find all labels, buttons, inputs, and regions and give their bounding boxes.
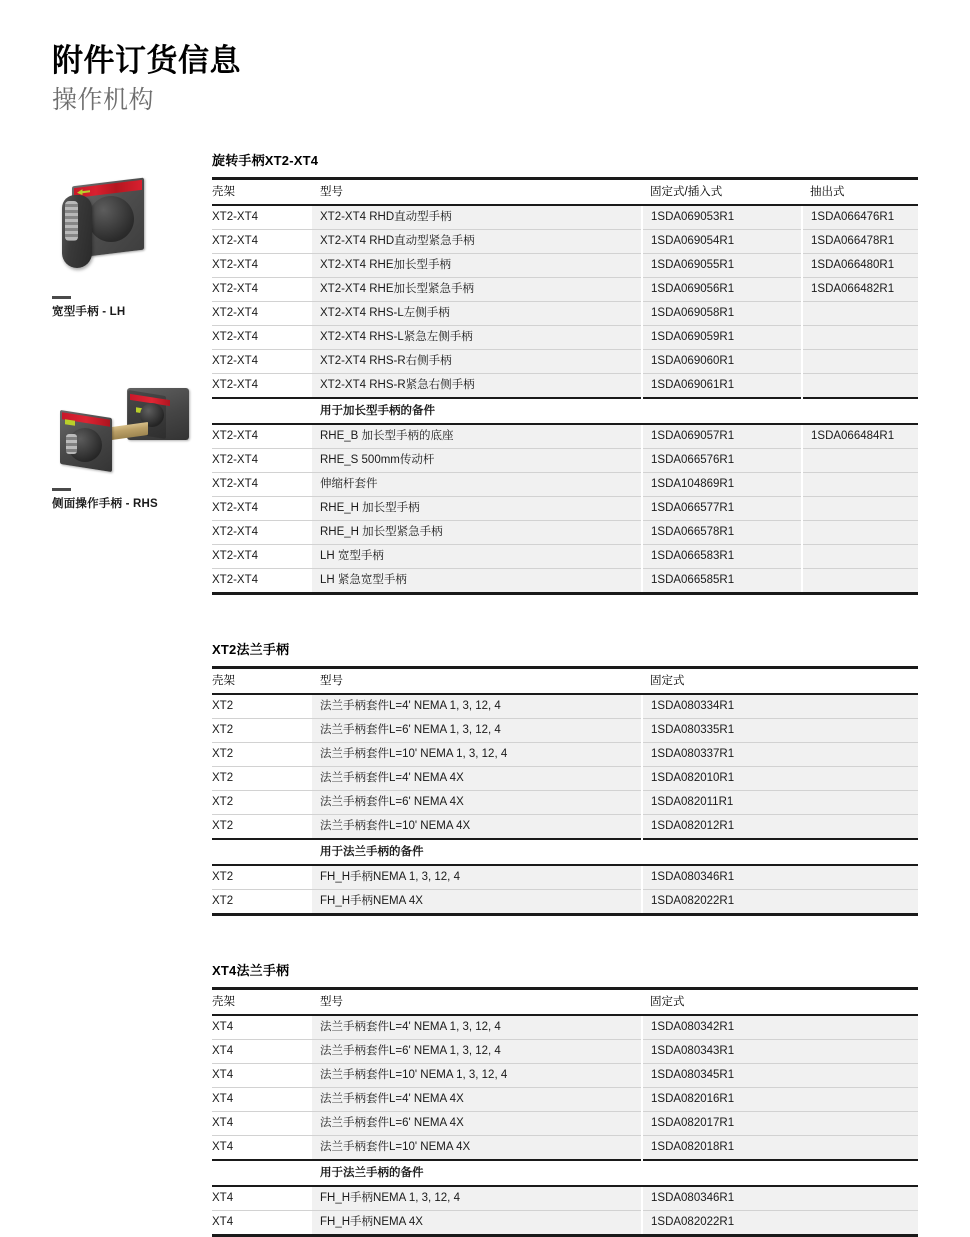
cell-shell: XT2 <box>212 890 312 915</box>
cell-shell: XT4 <box>212 1064 312 1088</box>
cell-model: LH 紧急宽型手柄 <box>312 569 642 594</box>
cell-shell: XT2-XT4 <box>212 374 312 399</box>
cell-shell: XT4 <box>212 1136 312 1161</box>
table-row <box>212 791 918 815</box>
cell-shell: XT2 <box>212 865 312 890</box>
table-header <box>212 668 918 695</box>
cell-fixed: 1SDA082018R1 <box>642 1136 918 1161</box>
cell-model: RHE_S 500mm传动杆 <box>312 449 642 473</box>
cell-shell: XT2-XT4 <box>212 569 312 594</box>
cell-fixed: 1SDA069055R1 <box>642 254 802 278</box>
page-subtitle: 操作机构 <box>52 85 155 114</box>
table-row <box>212 1015 918 1040</box>
cell-model: RHE_H 加长型手柄 <box>312 497 642 521</box>
cell-model: FH_H手柄NEMA 4X <box>312 1211 642 1236</box>
cell-fixed: 1SDA066585R1 <box>642 569 802 594</box>
cell-shell <box>212 398 312 424</box>
cell-model: 法兰手柄套件L=6' NEMA 4X <box>312 791 642 815</box>
table-row <box>212 1136 918 1161</box>
cell-shell: XT2 <box>212 767 312 791</box>
cell-shell: XT2-XT4 <box>212 278 312 302</box>
cell-withdrawable: 1SDA066480R1 <box>802 254 918 278</box>
column-header-shell: 壳架 <box>212 989 312 1016</box>
rotary-handle-illustration <box>52 168 192 286</box>
table-row <box>212 302 918 326</box>
cell-fixed: 1SDA080337R1 <box>642 743 918 767</box>
column-header-fixed-plugin: 固定式/插入式 <box>642 179 802 206</box>
cell-withdrawable <box>802 497 918 521</box>
column-header-model: 型号 <box>312 179 642 206</box>
table-block-rotary-handles <box>212 150 918 595</box>
cell-shell: XT2 <box>212 719 312 743</box>
figure-wide-handle <box>52 168 202 320</box>
cell-model: 法兰手柄套件L=10' NEMA 1, 3, 12, 4 <box>312 1064 642 1088</box>
cell-model: 法兰手柄套件L=10' NEMA 1, 3, 12, 4 <box>312 743 642 767</box>
table-block-xt2-flange-handles <box>212 639 918 916</box>
table-row <box>212 743 918 767</box>
cell-fixed: 1SDA080343R1 <box>642 1040 918 1064</box>
table-row <box>212 719 918 743</box>
cell-fixed: 1SDA069056R1 <box>642 278 802 302</box>
cell-withdrawable: 1SDA066478R1 <box>802 230 918 254</box>
column-header-fixed: 固定式 <box>642 989 918 1016</box>
figure-caption: 侧面操作手柄 - RHS <box>52 497 158 510</box>
table-row <box>212 694 918 719</box>
table-row <box>212 326 918 350</box>
cell-subheader-label: 用于法兰手柄的备件 <box>312 839 642 865</box>
cell-withdrawable <box>802 569 918 594</box>
table-row <box>212 1211 918 1236</box>
cell-fixed: 1SDA082011R1 <box>642 791 918 815</box>
cell-shell: XT2-XT4 <box>212 205 312 230</box>
cell-withdrawable <box>802 473 918 497</box>
table-row <box>212 1088 918 1112</box>
cell-fixed: 1SDA069059R1 <box>642 326 802 350</box>
cell-model: XT2-XT4 RHS-R紧急右侧手柄 <box>312 374 642 399</box>
cell-shell: XT2-XT4 <box>212 545 312 569</box>
table-row <box>212 1112 918 1136</box>
table-subheader-row <box>212 398 918 424</box>
table-subheader-row <box>212 839 918 865</box>
table-block-xt4-flange-handles <box>212 960 918 1237</box>
cell-shell: XT4 <box>212 1211 312 1236</box>
cell-shell: XT2-XT4 <box>212 424 312 449</box>
table-row <box>212 278 918 302</box>
table-row <box>212 767 918 791</box>
handle-grip-shape <box>65 201 78 241</box>
side-green-marker-shape <box>65 419 75 426</box>
order-table <box>212 666 918 916</box>
cell-shell: XT2-XT4 <box>212 473 312 497</box>
figure-side-handle <box>52 382 202 512</box>
cell-withdrawable: 1SDA066476R1 <box>802 205 918 230</box>
cell-shell: XT2 <box>212 694 312 719</box>
table-row <box>212 815 918 840</box>
cell-fixed: 1SDA080346R1 <box>642 865 918 890</box>
cell-model: XT2-XT4 RHS-R右侧手柄 <box>312 350 642 374</box>
column-header-withdrawable: 抽出式 <box>802 179 918 206</box>
cell-model: XT2-XT4 RHS-L左侧手柄 <box>312 302 642 326</box>
cell-withdrawable <box>802 326 918 350</box>
page-title: 附件订货信息 <box>52 43 241 78</box>
table-row <box>212 865 918 890</box>
column-header-model: 型号 <box>312 989 642 1016</box>
cell-model: FH_H手柄NEMA 1, 3, 12, 4 <box>312 1186 642 1211</box>
order-table <box>212 177 918 595</box>
cell-fixed: 1SDA082017R1 <box>642 1112 918 1136</box>
figure-rule <box>52 488 71 491</box>
cell-model: 法兰手柄套件L=6' NEMA 4X <box>312 1112 642 1136</box>
cell-shell: XT2 <box>212 815 312 840</box>
cell-shell: XT2-XT4 <box>212 254 312 278</box>
table-header-row <box>212 668 918 695</box>
cell-shell: XT2-XT4 <box>212 230 312 254</box>
cell-model: 法兰手柄套件L=4' NEMA 1, 3, 12, 4 <box>312 694 642 719</box>
cell-fixed <box>642 398 802 424</box>
table-title: XT4法兰手柄 <box>212 963 290 978</box>
cell-shell: XT2-XT4 <box>212 521 312 545</box>
table-row <box>212 521 918 545</box>
table-header <box>212 179 918 206</box>
cell-withdrawable: 1SDA066482R1 <box>802 278 918 302</box>
cell-fixed: 1SDA080342R1 <box>642 1015 918 1040</box>
table-title: 旋转手柄XT2-XT4 <box>212 153 319 168</box>
column-header-fixed: 固定式 <box>642 668 918 695</box>
cell-model: XT2-XT4 RHE加长型手柄 <box>312 254 642 278</box>
cell-fixed: 1SDA082022R1 <box>642 890 918 915</box>
column-header-model: 型号 <box>312 668 642 695</box>
figure-rule <box>52 296 71 299</box>
cell-subheader-label: 用于加长型手柄的备件 <box>312 398 642 424</box>
cell-withdrawable <box>802 521 918 545</box>
cell-model: FH_H手柄NEMA 4X <box>312 890 642 915</box>
table-row <box>212 424 918 449</box>
cell-shell: XT4 <box>212 1112 312 1136</box>
cell-shell: XT4 <box>212 1040 312 1064</box>
figure-column <box>52 168 202 542</box>
cell-fixed: 1SDA080334R1 <box>642 694 918 719</box>
cell-model: 伸缩杆套件 <box>312 473 642 497</box>
side-operating-handle-illustration <box>52 382 202 478</box>
cell-shell: XT4 <box>212 1088 312 1112</box>
cell-model: XT2-XT4 RHE加长型紧急手柄 <box>312 278 642 302</box>
cell-shell: XT2-XT4 <box>212 326 312 350</box>
table-row <box>212 230 918 254</box>
cell-fixed: 1SDA066577R1 <box>642 497 802 521</box>
side-handle-grip-shape <box>66 434 77 454</box>
cell-model: 法兰手柄套件L=10' NEMA 4X <box>312 815 642 840</box>
cell-fixed: 1SDA069057R1 <box>642 424 802 449</box>
cell-model: XT2-XT4 RHD直动型手柄 <box>312 205 642 230</box>
cell-shell: XT4 <box>212 1015 312 1040</box>
cell-model: FH_H手柄NEMA 1, 3, 12, 4 <box>312 865 642 890</box>
cell-fixed <box>642 839 918 865</box>
cell-model: XT2-XT4 RHD直动型紧急手柄 <box>312 230 642 254</box>
cell-shell: XT2-XT4 <box>212 350 312 374</box>
cell-shell <box>212 1160 312 1186</box>
cell-shell: XT2 <box>212 743 312 767</box>
table-row <box>212 497 918 521</box>
handle-knob-shape <box>88 196 134 242</box>
table-row <box>212 545 918 569</box>
table-row <box>212 1040 918 1064</box>
table-row <box>212 569 918 594</box>
order-table <box>212 987 918 1237</box>
cell-withdrawable <box>802 449 918 473</box>
cell-shell: XT2-XT4 <box>212 497 312 521</box>
table-subheader-row <box>212 1160 918 1186</box>
cell-model: RHE_H 加长型紧急手柄 <box>312 521 642 545</box>
table-body <box>212 694 918 915</box>
column-header-shell: 壳架 <box>212 179 312 206</box>
cell-withdrawable: 1SDA066484R1 <box>802 424 918 449</box>
table-row <box>212 205 918 230</box>
table-row <box>212 890 918 915</box>
cell-model: RHE_B 加长型手柄的底座 <box>312 424 642 449</box>
cell-fixed: 1SDA104869R1 <box>642 473 802 497</box>
cell-model: 法兰手柄套件L=4' NEMA 4X <box>312 1088 642 1112</box>
column-header-shell: 壳架 <box>212 668 312 695</box>
cell-fixed: 1SDA069061R1 <box>642 374 802 399</box>
cell-withdrawable <box>802 374 918 399</box>
cell-withdrawable <box>802 398 918 424</box>
cell-shell: XT4 <box>212 1186 312 1211</box>
cell-withdrawable <box>802 302 918 326</box>
table-header-row <box>212 989 918 1016</box>
table-row <box>212 449 918 473</box>
table-header <box>212 989 918 1016</box>
cell-fixed: 1SDA066578R1 <box>642 521 802 545</box>
cell-fixed: 1SDA082012R1 <box>642 815 918 840</box>
cell-withdrawable <box>802 545 918 569</box>
cell-shell: XT2-XT4 <box>212 449 312 473</box>
table-body <box>212 1015 918 1236</box>
figure-caption: 宽型手柄 - LH <box>52 306 126 318</box>
table-header-row <box>212 179 918 206</box>
cell-fixed: 1SDA066583R1 <box>642 545 802 569</box>
table-row <box>212 473 918 497</box>
cell-fixed: 1SDA069053R1 <box>642 205 802 230</box>
cell-fixed: 1SDA082016R1 <box>642 1088 918 1112</box>
cell-withdrawable <box>802 350 918 374</box>
cell-fixed: 1SDA080346R1 <box>642 1186 918 1211</box>
cell-subheader-label: 用于法兰手柄的备件 <box>312 1160 642 1186</box>
cell-model: XT2-XT4 RHS-L紧急左侧手柄 <box>312 326 642 350</box>
table-row <box>212 1186 918 1211</box>
table-title: XT2法兰手柄 <box>212 642 290 657</box>
cell-fixed <box>642 1160 918 1186</box>
table-row <box>212 374 918 399</box>
table-row <box>212 1064 918 1088</box>
cell-fixed: 1SDA069058R1 <box>642 302 802 326</box>
cell-fixed: 1SDA066576R1 <box>642 449 802 473</box>
order-tables-region <box>212 150 918 1237</box>
cell-shell: XT2 <box>212 791 312 815</box>
cell-model: 法兰手柄套件L=4' NEMA 1, 3, 12, 4 <box>312 1015 642 1040</box>
cell-model: 法兰手柄套件L=10' NEMA 4X <box>312 1136 642 1161</box>
cell-fixed: 1SDA080335R1 <box>642 719 918 743</box>
cell-fixed: 1SDA082022R1 <box>642 1211 918 1236</box>
cell-model: 法兰手柄套件L=4' NEMA 4X <box>312 767 642 791</box>
table-row <box>212 254 918 278</box>
cell-fixed: 1SDA080345R1 <box>642 1064 918 1088</box>
cell-model: 法兰手柄套件L=6' NEMA 1, 3, 12, 4 <box>312 719 642 743</box>
cell-shell <box>212 839 312 865</box>
cell-fixed: 1SDA082010R1 <box>642 767 918 791</box>
cell-model: 法兰手柄套件L=6' NEMA 1, 3, 12, 4 <box>312 1040 642 1064</box>
table-row <box>212 350 918 374</box>
cell-fixed: 1SDA069054R1 <box>642 230 802 254</box>
table-body <box>212 205 918 594</box>
page-header <box>52 44 552 115</box>
cell-fixed: 1SDA069060R1 <box>642 350 802 374</box>
cell-model: LH 宽型手柄 <box>312 545 642 569</box>
cell-shell: XT2-XT4 <box>212 302 312 326</box>
